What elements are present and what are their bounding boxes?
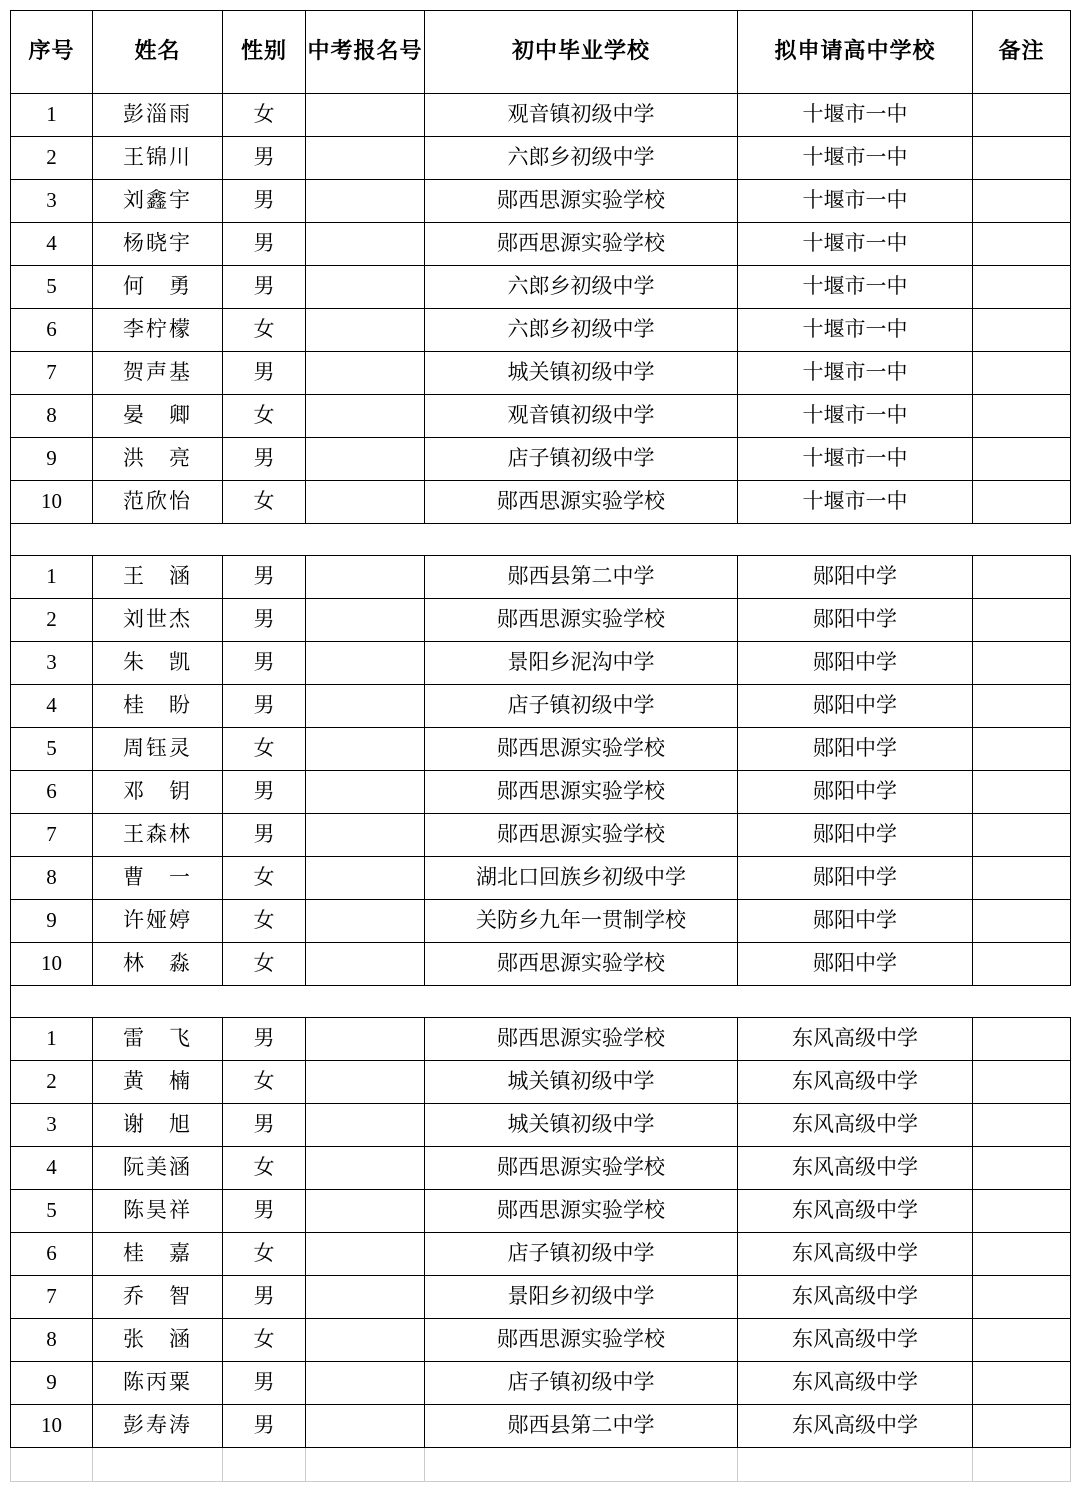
cell-exam-no — [306, 180, 425, 223]
cell-exam-no — [306, 309, 425, 352]
cell-gender: 女 — [223, 94, 306, 137]
cell-middle-school: 郧西思源实验学校 — [425, 1319, 738, 1362]
table-row — [11, 1147, 1071, 1190]
cell-exam-no — [306, 1018, 425, 1061]
cell-exam-no — [306, 556, 425, 599]
cell-name: 陈丙粟 — [93, 1362, 223, 1405]
header-note: 备注 — [973, 11, 1071, 94]
cell-name: 王森林 — [93, 814, 223, 857]
cell-seq: 4 — [11, 1147, 93, 1190]
cell-note — [973, 180, 1071, 223]
table-row — [11, 137, 1071, 180]
cell-name: 曹 一 — [93, 857, 223, 900]
cell-note — [973, 1276, 1071, 1319]
cell-seq: 9 — [11, 438, 93, 481]
cell-name: 何 勇 — [93, 266, 223, 309]
cell-seq: 7 — [11, 352, 93, 395]
separator-cell — [738, 524, 973, 556]
cell-note — [973, 395, 1071, 438]
cell-middle-school: 店子镇初级中学 — [425, 1362, 738, 1405]
table-row — [11, 1190, 1071, 1233]
cell-note — [973, 556, 1071, 599]
cell-high-school: 郧阳中学 — [738, 771, 973, 814]
cell-note — [973, 94, 1071, 137]
separator-cell — [93, 524, 223, 556]
cell-exam-no — [306, 1233, 425, 1276]
cell-seq: 4 — [11, 223, 93, 266]
cell-seq: 8 — [11, 857, 93, 900]
cell-seq: 1 — [11, 556, 93, 599]
cell-seq: 7 — [11, 814, 93, 857]
cell-gender: 男 — [223, 642, 306, 685]
table-row — [11, 223, 1071, 266]
cell-note — [973, 223, 1071, 266]
cell-middle-school: 城关镇初级中学 — [425, 1061, 738, 1104]
cell-middle-school: 城关镇初级中学 — [425, 1104, 738, 1147]
cell-gender: 女 — [223, 857, 306, 900]
cell-seq: 10 — [11, 943, 93, 986]
cell-gender: 男 — [223, 771, 306, 814]
cell-exam-no — [306, 685, 425, 728]
cell-middle-school: 郧西思源实验学校 — [425, 728, 738, 771]
separator-cell — [11, 1448, 93, 1482]
cell-high-school: 郧阳中学 — [738, 685, 973, 728]
cell-high-school: 十堰市一中 — [738, 309, 973, 352]
cell-middle-school: 郧西县第二中学 — [425, 1405, 738, 1448]
separator-cell — [738, 986, 973, 1018]
cell-note — [973, 685, 1071, 728]
cell-high-school: 十堰市一中 — [738, 94, 973, 137]
cell-name: 李柠檬 — [93, 309, 223, 352]
cell-high-school: 十堰市一中 — [738, 137, 973, 180]
table-body — [11, 94, 1071, 1482]
separator-cell — [973, 986, 1071, 1018]
header-high-school: 拟申请高中学校 — [738, 11, 973, 94]
cell-seq: 3 — [11, 642, 93, 685]
cell-exam-no — [306, 900, 425, 943]
cell-gender: 男 — [223, 137, 306, 180]
cell-high-school: 东风高级中学 — [738, 1061, 973, 1104]
separator-cell — [306, 1448, 425, 1482]
table-row — [11, 94, 1071, 137]
cell-seq: 8 — [11, 1319, 93, 1362]
table-row — [11, 771, 1071, 814]
cell-exam-no — [306, 137, 425, 180]
cell-name: 王锦川 — [93, 137, 223, 180]
header-gender: 性别 — [223, 11, 306, 94]
cell-exam-no — [306, 857, 425, 900]
cell-exam-no — [306, 728, 425, 771]
cell-name: 贺声基 — [93, 352, 223, 395]
cell-exam-no — [306, 599, 425, 642]
cell-high-school: 东风高级中学 — [738, 1319, 973, 1362]
table-row — [11, 728, 1071, 771]
cell-exam-no — [306, 943, 425, 986]
cell-middle-school: 郧西思源实验学校 — [425, 1190, 738, 1233]
cell-note — [973, 481, 1071, 524]
cell-name: 刘世杰 — [93, 599, 223, 642]
table-row — [11, 814, 1071, 857]
table-row — [11, 642, 1071, 685]
separator-cell — [306, 524, 425, 556]
cell-gender: 女 — [223, 395, 306, 438]
cell-exam-no — [306, 1104, 425, 1147]
cell-middle-school: 郧西县第二中学 — [425, 556, 738, 599]
table-row — [11, 1018, 1071, 1061]
cell-middle-school: 六郎乡初级中学 — [425, 137, 738, 180]
cell-gender: 男 — [223, 1190, 306, 1233]
cell-middle-school: 城关镇初级中学 — [425, 352, 738, 395]
cell-note — [973, 137, 1071, 180]
group-separator-row — [11, 1448, 1071, 1482]
header-seq: 序号 — [11, 11, 93, 94]
cell-middle-school: 郧西思源实验学校 — [425, 943, 738, 986]
table-row — [11, 481, 1071, 524]
cell-note — [973, 857, 1071, 900]
cell-high-school: 郧阳中学 — [738, 728, 973, 771]
group-separator-row — [11, 524, 1071, 556]
cell-middle-school: 六郎乡初级中学 — [425, 266, 738, 309]
separator-cell — [93, 1448, 223, 1482]
cell-exam-no — [306, 223, 425, 266]
cell-name: 雷 飞 — [93, 1018, 223, 1061]
header-name: 姓名 — [93, 11, 223, 94]
table-row — [11, 1233, 1071, 1276]
cell-high-school: 东风高级中学 — [738, 1362, 973, 1405]
cell-seq: 1 — [11, 94, 93, 137]
cell-seq: 1 — [11, 1018, 93, 1061]
cell-seq: 2 — [11, 599, 93, 642]
cell-note — [973, 900, 1071, 943]
separator-cell — [306, 986, 425, 1018]
separator-cell — [425, 986, 738, 1018]
cell-gender: 男 — [223, 1405, 306, 1448]
table-header — [11, 11, 1071, 94]
cell-middle-school: 六郎乡初级中学 — [425, 309, 738, 352]
cell-name: 谢 旭 — [93, 1104, 223, 1147]
cell-high-school: 郧阳中学 — [738, 900, 973, 943]
cell-middle-school: 湖北口回族乡初级中学 — [425, 857, 738, 900]
cell-gender: 男 — [223, 1104, 306, 1147]
cell-note — [973, 309, 1071, 352]
cell-high-school: 东风高级中学 — [738, 1104, 973, 1147]
cell-gender: 女 — [223, 943, 306, 986]
cell-exam-no — [306, 1147, 425, 1190]
cell-seq: 6 — [11, 1233, 93, 1276]
table-row — [11, 1362, 1071, 1405]
cell-seq: 6 — [11, 771, 93, 814]
cell-name: 王 涵 — [93, 556, 223, 599]
cell-name: 彭淄雨 — [93, 94, 223, 137]
cell-name: 黄 楠 — [93, 1061, 223, 1104]
cell-gender: 女 — [223, 728, 306, 771]
cell-gender: 女 — [223, 1233, 306, 1276]
cell-middle-school: 郧西思源实验学校 — [425, 814, 738, 857]
cell-name: 阮美涵 — [93, 1147, 223, 1190]
cell-exam-no — [306, 395, 425, 438]
cell-high-school: 东风高级中学 — [738, 1018, 973, 1061]
cell-high-school: 东风高级中学 — [738, 1147, 973, 1190]
cell-gender: 男 — [223, 814, 306, 857]
cell-exam-no — [306, 771, 425, 814]
cell-name: 洪 亮 — [93, 438, 223, 481]
cell-name: 陈昊祥 — [93, 1190, 223, 1233]
cell-gender: 女 — [223, 309, 306, 352]
cell-name: 范欣怡 — [93, 481, 223, 524]
header-exam-no: 中考报名号 — [306, 11, 425, 94]
cell-note — [973, 438, 1071, 481]
cell-high-school: 十堰市一中 — [738, 180, 973, 223]
cell-middle-school: 郧西思源实验学校 — [425, 771, 738, 814]
cell-name: 杨晓宇 — [93, 223, 223, 266]
group-separator-row — [11, 986, 1071, 1018]
cell-exam-no — [306, 94, 425, 137]
table-row — [11, 438, 1071, 481]
cell-middle-school: 景阳乡泥沟中学 — [425, 642, 738, 685]
cell-seq: 7 — [11, 1276, 93, 1319]
cell-note — [973, 1190, 1071, 1233]
cell-note — [973, 771, 1071, 814]
cell-name: 桂 盼 — [93, 685, 223, 728]
cell-note — [973, 1233, 1071, 1276]
cell-gender: 女 — [223, 1061, 306, 1104]
student-roster-table — [10, 10, 1071, 1482]
cell-middle-school: 郧西思源实验学校 — [425, 1018, 738, 1061]
cell-high-school: 十堰市一中 — [738, 481, 973, 524]
cell-high-school: 十堰市一中 — [738, 352, 973, 395]
cell-high-school: 郧阳中学 — [738, 814, 973, 857]
cell-seq: 6 — [11, 309, 93, 352]
cell-middle-school: 郧西思源实验学校 — [425, 481, 738, 524]
cell-exam-no — [306, 1190, 425, 1233]
cell-gender: 男 — [223, 599, 306, 642]
cell-name: 许娅婷 — [93, 900, 223, 943]
separator-cell — [973, 1448, 1071, 1482]
cell-note — [973, 814, 1071, 857]
cell-middle-school: 郧西思源实验学校 — [425, 599, 738, 642]
table-row — [11, 266, 1071, 309]
cell-gender: 男 — [223, 352, 306, 395]
cell-gender: 男 — [223, 685, 306, 728]
cell-name: 邓 钥 — [93, 771, 223, 814]
cell-exam-no — [306, 1061, 425, 1104]
cell-seq: 3 — [11, 180, 93, 223]
separator-cell — [11, 524, 93, 556]
cell-seq: 2 — [11, 1061, 93, 1104]
table-row — [11, 352, 1071, 395]
table-row — [11, 1061, 1071, 1104]
cell-name: 朱 凯 — [93, 642, 223, 685]
cell-gender: 男 — [223, 266, 306, 309]
cell-high-school: 东风高级中学 — [738, 1405, 973, 1448]
table-row — [11, 1405, 1071, 1448]
cell-note — [973, 943, 1071, 986]
cell-gender: 女 — [223, 1147, 306, 1190]
cell-note — [973, 599, 1071, 642]
cell-gender: 男 — [223, 556, 306, 599]
separator-cell — [223, 986, 306, 1018]
cell-seq: 3 — [11, 1104, 93, 1147]
cell-name: 晏 卿 — [93, 395, 223, 438]
table-row — [11, 309, 1071, 352]
cell-gender: 男 — [223, 1276, 306, 1319]
cell-seq: 10 — [11, 481, 93, 524]
cell-gender: 女 — [223, 900, 306, 943]
cell-exam-no — [306, 1319, 425, 1362]
separator-cell — [738, 1448, 973, 1482]
cell-seq: 2 — [11, 137, 93, 180]
cell-seq: 5 — [11, 728, 93, 771]
table-row — [11, 395, 1071, 438]
table-row — [11, 943, 1071, 986]
cell-high-school: 东风高级中学 — [738, 1190, 973, 1233]
cell-exam-no — [306, 481, 425, 524]
cell-high-school: 郧阳中学 — [738, 642, 973, 685]
cell-gender: 男 — [223, 438, 306, 481]
separator-cell — [425, 524, 738, 556]
separator-cell — [223, 524, 306, 556]
cell-gender: 男 — [223, 1018, 306, 1061]
cell-seq: 4 — [11, 685, 93, 728]
cell-exam-no — [306, 642, 425, 685]
cell-high-school: 东风高级中学 — [738, 1233, 973, 1276]
separator-cell — [223, 1448, 306, 1482]
cell-note — [973, 1061, 1071, 1104]
cell-high-school: 十堰市一中 — [738, 223, 973, 266]
separator-cell — [425, 1448, 738, 1482]
cell-high-school: 郧阳中学 — [738, 556, 973, 599]
cell-name: 周钰灵 — [93, 728, 223, 771]
cell-gender: 男 — [223, 180, 306, 223]
separator-cell — [11, 986, 93, 1018]
cell-name: 彭寿涛 — [93, 1405, 223, 1448]
cell-middle-school: 观音镇初级中学 — [425, 395, 738, 438]
cell-high-school: 郧阳中学 — [738, 857, 973, 900]
cell-exam-no — [306, 1405, 425, 1448]
cell-middle-school: 郧西思源实验学校 — [425, 223, 738, 266]
cell-note — [973, 1319, 1071, 1362]
table-row — [11, 1276, 1071, 1319]
cell-high-school: 郧阳中学 — [738, 943, 973, 986]
cell-seq: 10 — [11, 1405, 93, 1448]
separator-cell — [973, 524, 1071, 556]
cell-note — [973, 1362, 1071, 1405]
cell-high-school: 十堰市一中 — [738, 266, 973, 309]
cell-note — [973, 1405, 1071, 1448]
table-row — [11, 857, 1071, 900]
cell-exam-no — [306, 266, 425, 309]
cell-exam-no — [306, 814, 425, 857]
cell-name: 桂 嘉 — [93, 1233, 223, 1276]
cell-exam-no — [306, 1362, 425, 1405]
cell-gender: 女 — [223, 481, 306, 524]
cell-middle-school: 店子镇初级中学 — [425, 685, 738, 728]
cell-exam-no — [306, 1276, 425, 1319]
cell-middle-school: 店子镇初级中学 — [425, 1233, 738, 1276]
table-row — [11, 599, 1071, 642]
cell-exam-no — [306, 352, 425, 395]
table-row — [11, 1104, 1071, 1147]
cell-note — [973, 352, 1071, 395]
cell-note — [973, 728, 1071, 771]
cell-seq: 5 — [11, 1190, 93, 1233]
header-middle-school: 初中毕业学校 — [425, 11, 738, 94]
table-row — [11, 900, 1071, 943]
cell-middle-school: 景阳乡初级中学 — [425, 1276, 738, 1319]
cell-gender: 男 — [223, 1362, 306, 1405]
separator-cell — [93, 986, 223, 1018]
cell-name: 乔 智 — [93, 1276, 223, 1319]
cell-high-school: 十堰市一中 — [738, 395, 973, 438]
cell-middle-school: 店子镇初级中学 — [425, 438, 738, 481]
table-row — [11, 180, 1071, 223]
cell-name: 刘鑫宇 — [93, 180, 223, 223]
cell-name: 张 涵 — [93, 1319, 223, 1362]
cell-name: 林 淼 — [93, 943, 223, 986]
cell-seq: 9 — [11, 1362, 93, 1405]
cell-middle-school: 郧西思源实验学校 — [425, 1147, 738, 1190]
cell-middle-school: 关防乡九年一贯制学校 — [425, 900, 738, 943]
cell-note — [973, 1104, 1071, 1147]
table-row — [11, 685, 1071, 728]
table-row — [11, 556, 1071, 599]
cell-note — [973, 1147, 1071, 1190]
cell-exam-no — [306, 438, 425, 481]
cell-note — [973, 642, 1071, 685]
cell-seq: 9 — [11, 900, 93, 943]
cell-seq: 8 — [11, 395, 93, 438]
cell-note — [973, 1018, 1071, 1061]
table-row — [11, 1319, 1071, 1362]
cell-gender: 女 — [223, 1319, 306, 1362]
cell-high-school: 郧阳中学 — [738, 599, 973, 642]
cell-note — [973, 266, 1071, 309]
cell-high-school: 十堰市一中 — [738, 438, 973, 481]
cell-middle-school: 观音镇初级中学 — [425, 94, 738, 137]
cell-middle-school: 郧西思源实验学校 — [425, 180, 738, 223]
cell-high-school: 东风高级中学 — [738, 1276, 973, 1319]
cell-gender: 男 — [223, 223, 306, 266]
cell-seq: 5 — [11, 266, 93, 309]
